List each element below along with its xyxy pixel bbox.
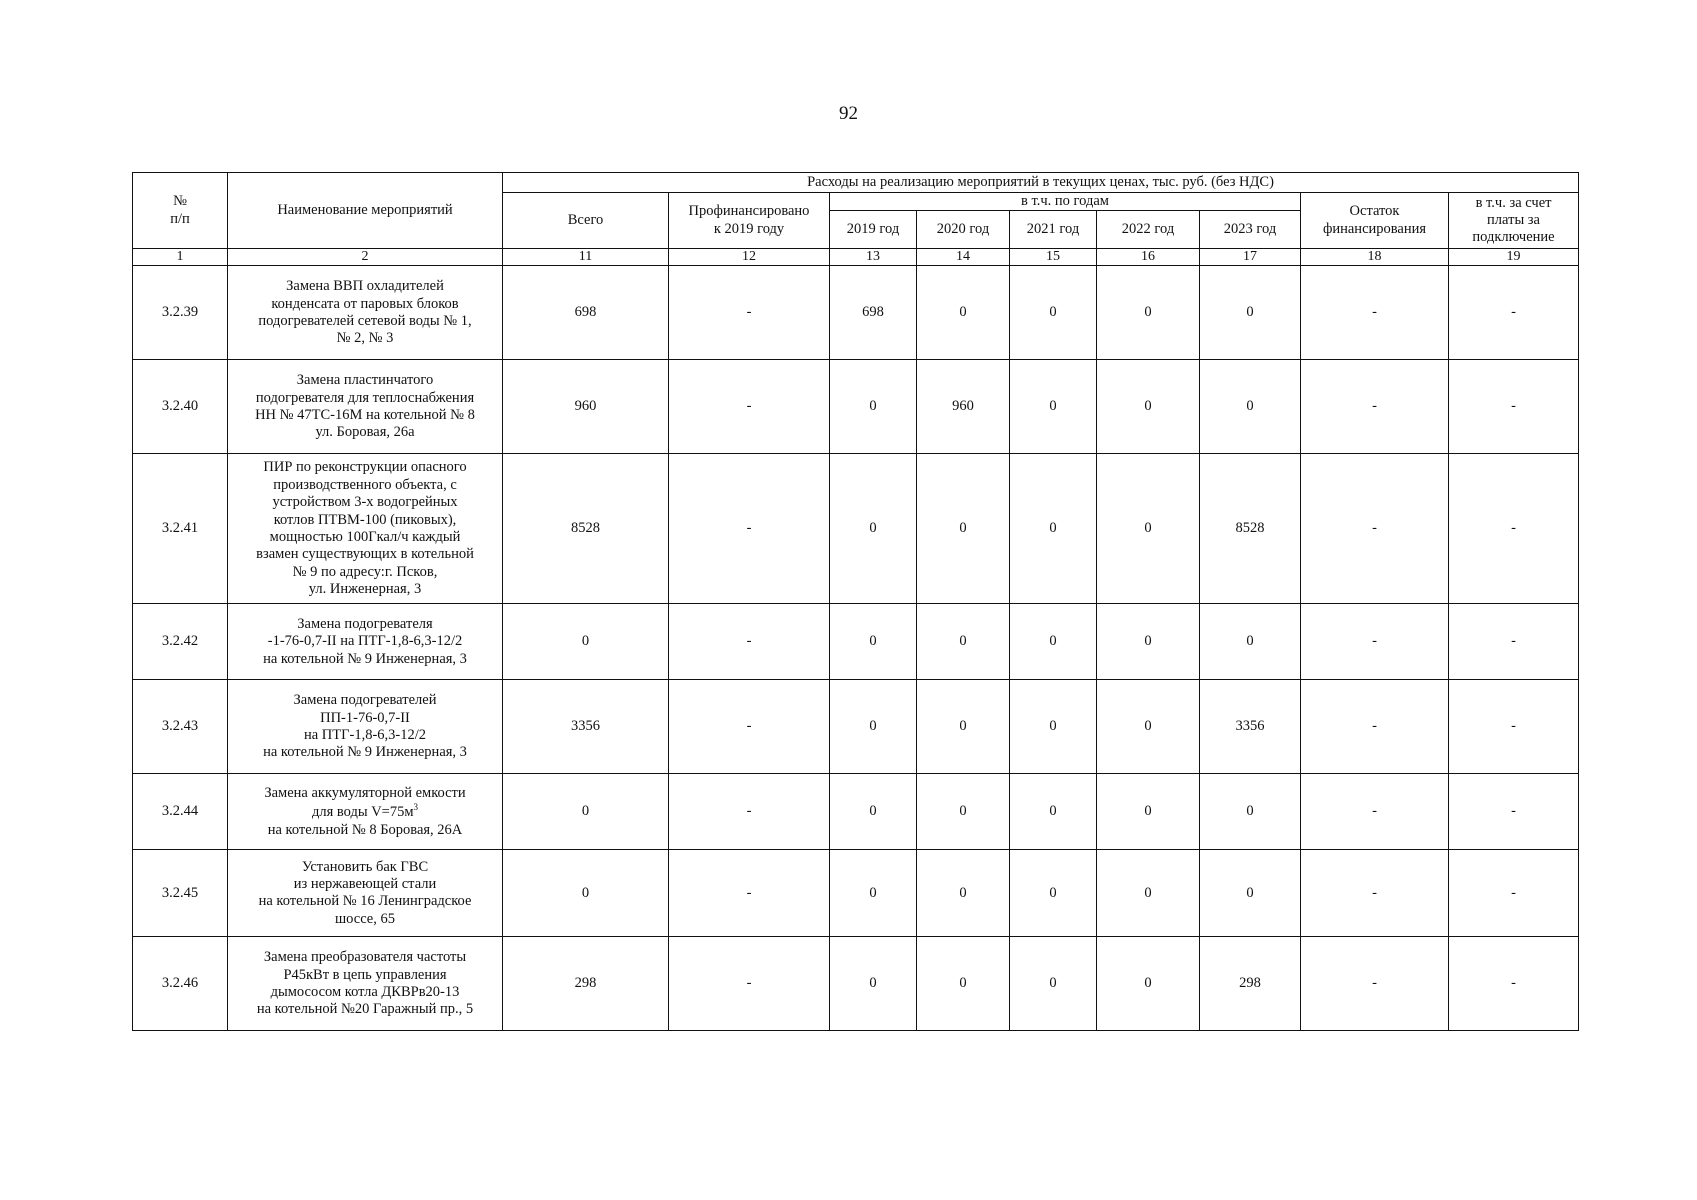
row-remainder: - bbox=[1301, 850, 1449, 937]
row-2022: 0 bbox=[1097, 850, 1200, 937]
row-2019: 0 bbox=[830, 680, 917, 774]
table-row bbox=[133, 937, 1579, 1031]
row-num: 3.2.44 bbox=[133, 774, 228, 850]
row-2022: 0 bbox=[1097, 774, 1200, 850]
row-total: 3356 bbox=[503, 680, 669, 774]
row-2019: 0 bbox=[830, 360, 917, 454]
row-2020: 0 bbox=[917, 937, 1010, 1031]
header-total: Всего bbox=[503, 193, 669, 249]
row-2023: 3356 bbox=[1200, 680, 1301, 774]
table-row bbox=[133, 680, 1579, 774]
row-2021: 0 bbox=[1010, 604, 1097, 680]
row-2023: 0 bbox=[1200, 360, 1301, 454]
row-num: 3.2.46 bbox=[133, 937, 228, 1031]
row-2020: 0 bbox=[917, 850, 1010, 937]
row-2021: 0 bbox=[1010, 454, 1097, 604]
row-num: 3.2.42 bbox=[133, 604, 228, 680]
table-row bbox=[133, 850, 1579, 937]
row-total: 0 bbox=[503, 604, 669, 680]
row-remainder: - bbox=[1301, 604, 1449, 680]
row-2020: 0 bbox=[917, 680, 1010, 774]
row-num: 3.2.39 bbox=[133, 266, 228, 360]
row-2019: 0 bbox=[830, 454, 917, 604]
column-number: 13 bbox=[830, 249, 917, 266]
row-2022: 0 bbox=[1097, 360, 1200, 454]
row-connection: - bbox=[1449, 360, 1579, 454]
row-connection: - bbox=[1449, 850, 1579, 937]
table-row bbox=[133, 266, 1579, 360]
column-number: 1 bbox=[133, 249, 228, 266]
row-name: Замена подогревателей ПП-1-76-0,7-II на ПТГ-1,8-6,3-12/2 на котельной № 9 Инженерная, 3 bbox=[228, 680, 503, 774]
column-number: 15 bbox=[1010, 249, 1097, 266]
column-number: 19 bbox=[1449, 249, 1579, 266]
row-num: 3.2.41 bbox=[133, 454, 228, 604]
header-by-years: в т.ч. по годам bbox=[830, 193, 1301, 211]
header-year-2021: 2021 год bbox=[1010, 211, 1097, 249]
row-name bbox=[228, 774, 503, 850]
row-2020: 0 bbox=[917, 266, 1010, 360]
row-num: 3.2.43 bbox=[133, 680, 228, 774]
row-connection: - bbox=[1449, 937, 1579, 1031]
row-2020: 0 bbox=[917, 774, 1010, 850]
column-number: 18 bbox=[1301, 249, 1449, 266]
row-2022: 0 bbox=[1097, 937, 1200, 1031]
row-total: 698 bbox=[503, 266, 669, 360]
row-2020: 960 bbox=[917, 360, 1010, 454]
superscript-3: 3 bbox=[413, 802, 419, 813]
row-name: ПИР по реконструкции опасного производственного объекта, с устройством 3-х водогрейных котлов ПТВМ-100 (пиковых), мощностью 100Гкал/ч каждый взамен существующих в котельной № 9 по адресу:г. Псков, ул. Инженерная, 3 bbox=[228, 454, 503, 604]
column-number: 16 bbox=[1097, 249, 1200, 266]
row-total: 298 bbox=[503, 937, 669, 1031]
row-remainder: - bbox=[1301, 360, 1449, 454]
header-expenses: Расходы на реализацию мероприятий в текущих ценах, тыс. руб. (без НДС) bbox=[503, 173, 1579, 193]
row-remainder: - bbox=[1301, 937, 1449, 1031]
row-2019: 0 bbox=[830, 937, 917, 1031]
row-2021: 0 bbox=[1010, 850, 1097, 937]
column-number: 11 bbox=[503, 249, 669, 266]
row-2023: 8528 bbox=[1200, 454, 1301, 604]
row-financed: - bbox=[669, 266, 830, 360]
expenses-table bbox=[132, 172, 1579, 1031]
row-financed: - bbox=[669, 850, 830, 937]
row-name-line3: на котельной № 8 Боровая, 26А bbox=[267, 821, 463, 838]
row-financed: - bbox=[669, 604, 830, 680]
row-connection: - bbox=[1449, 604, 1579, 680]
row-total: 8528 bbox=[503, 454, 669, 604]
row-remainder: - bbox=[1301, 454, 1449, 604]
header-num: № п/п bbox=[133, 173, 228, 249]
row-name: Замена подогревателя -1-76-0,7-II на ПТГ-1,8-6,3-12/2 на котельной № 9 Инженерная, 3 bbox=[228, 604, 503, 680]
row-2021: 0 bbox=[1010, 774, 1097, 850]
header-year-2020: 2020 год bbox=[917, 211, 1010, 249]
row-financed: - bbox=[669, 454, 830, 604]
row-name: Замена ВВП охладителей конденсата от паровых блоков подогревателей сетевой воды № 1, № 2, № 3 bbox=[228, 266, 503, 360]
row-2023: 0 bbox=[1200, 604, 1301, 680]
table-row bbox=[133, 454, 1579, 604]
row-num: 3.2.40 bbox=[133, 360, 228, 454]
row-2023: 0 bbox=[1200, 850, 1301, 937]
row-2019: 0 bbox=[830, 604, 917, 680]
row-total: 0 bbox=[503, 774, 669, 850]
row-2020: 0 bbox=[917, 454, 1010, 604]
row-2022: 0 bbox=[1097, 266, 1200, 360]
row-2023: 0 bbox=[1200, 774, 1301, 850]
row-2021: 0 bbox=[1010, 266, 1097, 360]
row-2019: 698 bbox=[830, 266, 917, 360]
row-connection: - bbox=[1449, 680, 1579, 774]
table-row bbox=[133, 604, 1579, 680]
row-2023: 0 bbox=[1200, 266, 1301, 360]
row-name: Замена преобразователя частоты Р45кВт в цепь управления дымососом котла ДКВРв20-13 на котельной №20 Гаражный пр., 5 bbox=[228, 937, 503, 1031]
row-connection: - bbox=[1449, 454, 1579, 604]
page-number: 92 bbox=[839, 103, 858, 124]
column-number: 17 bbox=[1200, 249, 1301, 266]
row-remainder: - bbox=[1301, 774, 1449, 850]
row-financed: - bbox=[669, 774, 830, 850]
row-name-line2: для воды V=75м bbox=[311, 804, 414, 821]
row-2022: 0 bbox=[1097, 454, 1200, 604]
row-name: Установить бак ГВС из нержавеющей стали на котельной № 16 Ленинградское шоссе, 65 bbox=[228, 850, 503, 937]
row-connection: - bbox=[1449, 774, 1579, 850]
row-financed: - bbox=[669, 937, 830, 1031]
row-financed: - bbox=[669, 680, 830, 774]
row-2022: 0 bbox=[1097, 680, 1200, 774]
row-2021: 0 bbox=[1010, 937, 1097, 1031]
row-num: 3.2.45 bbox=[133, 850, 228, 937]
header-connection: в т.ч. за счет платы за подключение bbox=[1449, 193, 1579, 249]
column-number: 12 bbox=[669, 249, 830, 266]
header-year-2022: 2022 год bbox=[1097, 211, 1200, 249]
table-row bbox=[133, 774, 1579, 850]
header-financed: Профинансировано к 2019 году bbox=[669, 193, 830, 249]
row-remainder: - bbox=[1301, 680, 1449, 774]
row-connection: - bbox=[1449, 266, 1579, 360]
header-remainder: Остаток финансирования bbox=[1301, 193, 1449, 249]
header-year-2023: 2023 год bbox=[1200, 211, 1301, 249]
row-2019: 0 bbox=[830, 774, 917, 850]
row-2022: 0 bbox=[1097, 604, 1200, 680]
column-number: 2 bbox=[228, 249, 503, 266]
column-numbers-row bbox=[133, 249, 1579, 266]
row-total: 960 bbox=[503, 360, 669, 454]
column-number: 14 bbox=[917, 249, 1010, 266]
row-remainder: - bbox=[1301, 266, 1449, 360]
row-total: 0 bbox=[503, 850, 669, 937]
row-2019: 0 bbox=[830, 850, 917, 937]
header-year-2019: 2019 год bbox=[830, 211, 917, 249]
table-row bbox=[133, 360, 1579, 454]
row-2021: 0 bbox=[1010, 680, 1097, 774]
row-name-line1: Замена аккумуляторной емкости bbox=[264, 784, 466, 801]
row-2021: 0 bbox=[1010, 360, 1097, 454]
row-name: Замена пластинчатого подогревателя для теплоснабжения НН № 47ТС-16М на котельной № 8 ул. Боровая, 26а bbox=[228, 360, 503, 454]
row-2020: 0 bbox=[917, 604, 1010, 680]
header-name: Наименование мероприятий bbox=[228, 173, 503, 249]
row-2023: 298 bbox=[1200, 937, 1301, 1031]
row-financed: - bbox=[669, 360, 830, 454]
